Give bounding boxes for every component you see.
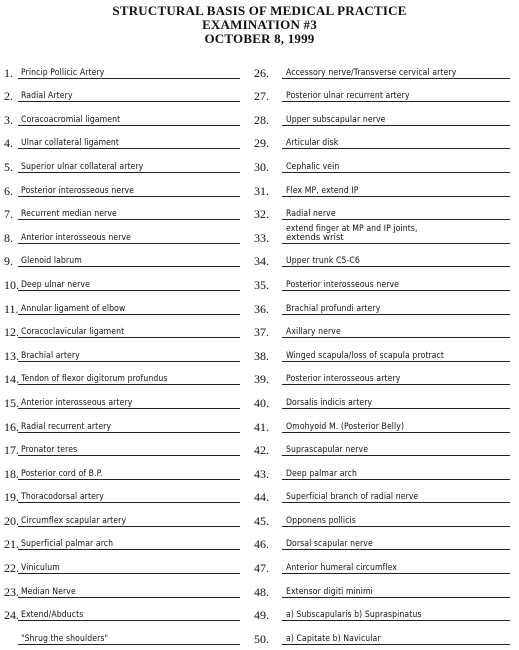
question-number: 38. — [254, 348, 269, 363]
question-number: 8. — [4, 230, 13, 245]
answer-text: extend finger at MP and IP joints, — [286, 223, 418, 234]
answer-row — [254, 247, 516, 271]
question-number: 46. — [254, 537, 269, 552]
answer-row — [254, 58, 516, 82]
answer-underline — [282, 196, 510, 197]
answer-row — [4, 436, 244, 460]
answer-text: Anterior interosseous artery — [21, 397, 133, 408]
answer-underline — [282, 597, 510, 598]
question-number: 4. — [4, 136, 13, 151]
answer-underline — [18, 290, 240, 291]
answer-row — [4, 129, 244, 153]
question-number: 15. — [4, 395, 19, 410]
question-number: 36. — [254, 301, 269, 316]
answer-underline — [282, 243, 510, 244]
answer-underline — [282, 125, 510, 126]
question-number: 44. — [254, 490, 269, 505]
answer-text: Cephalic vein — [286, 161, 340, 172]
answer-underline — [18, 526, 240, 527]
answer-row — [254, 105, 516, 129]
answer-underline — [18, 620, 240, 621]
answer-text: Opponens pollicis — [286, 515, 356, 526]
question-number: 35. — [254, 277, 269, 292]
answer-underline — [282, 502, 510, 503]
question-number: 1. — [4, 65, 13, 80]
answer-underline — [18, 408, 240, 409]
answer-row — [254, 365, 516, 389]
answer-text: Posterior cord of B.P. — [21, 468, 103, 479]
answer-row — [4, 105, 244, 129]
answer-underline — [18, 644, 240, 645]
answer-underline — [18, 266, 240, 267]
answer-row — [4, 601, 244, 625]
answer-text: Dorsalis indicis artery — [286, 397, 373, 408]
answer-row — [4, 200, 244, 224]
question-number: 28. — [254, 112, 269, 127]
question-number: 41. — [254, 419, 269, 434]
answer-underline — [18, 196, 240, 197]
answer-underline — [282, 337, 510, 338]
answer-text: Median Nerve — [21, 586, 76, 597]
question-number: 22. — [4, 561, 19, 576]
answer-underline — [18, 243, 240, 244]
answer-text: Deep ulnar nerve — [21, 279, 90, 290]
answer-row — [4, 624, 244, 648]
answer-text: Superior ulnar collateral artery — [21, 161, 144, 172]
question-number: 50. — [254, 631, 269, 646]
answer-row — [254, 223, 516, 247]
answer-underline — [282, 573, 510, 574]
left-answer-column — [4, 58, 244, 648]
answer-text: Dorsal scapular nerve — [286, 539, 373, 550]
question-number: 49. — [254, 608, 269, 623]
question-number: 18. — [4, 466, 19, 481]
answer-underline — [282, 101, 510, 102]
answer-row — [4, 223, 244, 247]
answer-text: Anterior humeral circumflex — [286, 563, 398, 574]
answer-row — [254, 294, 516, 318]
answer-text: Posterior interosseous nerve — [21, 185, 135, 196]
answer-row — [4, 58, 244, 82]
answer-row — [254, 483, 516, 507]
answer-row — [254, 577, 516, 601]
answer-text: Superficial branch of radial nerve — [286, 492, 419, 503]
answer-underline — [282, 455, 510, 456]
answer-text: Posterior ulnar recurrent artery — [286, 91, 410, 102]
answer-underline — [18, 219, 240, 220]
answer-row — [254, 388, 516, 412]
answer-row — [254, 412, 516, 436]
answer-underline — [18, 479, 240, 480]
answer-text: Winged scapula/loss of scapula protract — [286, 350, 445, 361]
answer-underline — [282, 172, 510, 173]
question-number: 47. — [254, 561, 269, 576]
answer-underline — [18, 573, 240, 574]
answer-text: "Shrug the shoulders" — [21, 633, 109, 644]
question-number: 31. — [254, 183, 269, 198]
answer-text: Upper subscapular nerve — [286, 114, 386, 125]
question-number: 30. — [254, 159, 269, 174]
question-number: 29. — [254, 136, 269, 151]
answer-underline — [18, 502, 240, 503]
question-number: 10. — [4, 277, 19, 292]
question-number: 40. — [254, 395, 269, 410]
answer-row — [4, 318, 244, 342]
answer-text: Pronator teres — [21, 445, 78, 456]
answer-row — [4, 577, 244, 601]
answer-text: Brachial profundi artery — [286, 303, 381, 314]
question-number: 3. — [4, 112, 13, 127]
answer-underline — [282, 526, 510, 527]
question-number: 5. — [4, 159, 13, 174]
answer-text: Posterior interosseous nerve — [286, 279, 400, 290]
answer-row — [254, 506, 516, 530]
question-number: 12. — [4, 325, 19, 340]
answer-row — [4, 459, 244, 483]
answer-text: Extensor digiti minimi — [286, 586, 373, 597]
answer-underline — [282, 549, 510, 550]
answer-row — [254, 436, 516, 460]
answer-underline — [282, 479, 510, 480]
answer-row — [254, 341, 516, 365]
question-number: 6. — [4, 183, 13, 198]
answer-text: Posterior interosseous artery — [286, 374, 401, 385]
question-number: 7. — [4, 207, 13, 222]
answer-row — [4, 270, 244, 294]
answer-text: Suprascapular nerve — [286, 445, 369, 456]
right-answer-column — [254, 58, 516, 648]
answer-text: Brachial artery — [21, 350, 80, 361]
answer-row — [4, 294, 244, 318]
answer-row — [254, 176, 516, 200]
answer-underline — [18, 125, 240, 126]
question-number: 42. — [254, 443, 269, 458]
question-number: 43. — [254, 466, 269, 481]
answer-underline — [18, 384, 240, 385]
question-number: 14. — [4, 372, 19, 387]
answer-text: Princip Pollicic Artery — [21, 67, 105, 78]
answer-text: Anterior interosseous nerve — [21, 232, 132, 243]
answer-row — [254, 200, 516, 224]
answer-row — [254, 530, 516, 554]
question-number: 17. — [4, 443, 19, 458]
answer-text: Tendon of flexor digitorum profundus — [21, 374, 168, 385]
answer-text: Extend/Abducts — [21, 610, 84, 621]
question-number: 33. — [254, 230, 269, 245]
answer-text: Circumflex scapular artery — [21, 515, 127, 526]
answer-underline — [18, 172, 240, 173]
question-number: 27. — [254, 89, 269, 104]
answer-underline — [18, 314, 240, 315]
answer-underline — [282, 361, 510, 362]
answer-underline — [282, 290, 510, 291]
answer-underline — [282, 266, 510, 267]
answer-text: Superficial palmar arch — [21, 539, 114, 550]
answer-row — [4, 483, 244, 507]
answer-underline — [282, 78, 510, 79]
answer-text: a) Subscapularis b) Supraspinatus — [286, 610, 422, 621]
exam-header — [0, 4, 519, 46]
answer-text: Axillary nerve — [286, 327, 341, 338]
answer-underline — [282, 314, 510, 315]
question-number: 23. — [4, 584, 19, 599]
exam-date: OCTOBER 8, 1999 — [204, 31, 315, 46]
answer-row — [254, 318, 516, 342]
answer-underline — [282, 620, 510, 621]
answer-underline — [282, 408, 510, 409]
question-number: 21. — [4, 537, 19, 552]
question-number: 19. — [4, 490, 19, 505]
answer-underline — [18, 549, 240, 550]
answer-underline — [18, 78, 240, 79]
answer-underline — [282, 148, 510, 149]
answer-text: Coracoclavicular ligament — [21, 327, 125, 338]
answer-row — [4, 82, 244, 106]
answer-row — [4, 388, 244, 412]
question-number: 11. — [4, 301, 19, 316]
question-number: 48. — [254, 584, 269, 599]
answer-underline — [282, 432, 510, 433]
answer-underline — [282, 219, 510, 220]
answer-row — [4, 176, 244, 200]
answer-text: Viniculum — [21, 563, 60, 574]
question-number: 16. — [4, 419, 19, 434]
answer-text: Flex MP, extend IP — [286, 185, 359, 196]
answer-row — [4, 341, 244, 365]
answer-text: Accessory nerve/Transverse cervical artery — [286, 67, 457, 78]
answer-text: Coracoacromial ligament — [21, 114, 121, 125]
answer-text-continued: extends wrist — [286, 232, 344, 243]
answer-text: Deep palmar arch — [286, 468, 358, 479]
answer-row — [254, 553, 516, 577]
answer-row — [254, 601, 516, 625]
answer-underline — [18, 597, 240, 598]
question-number: 34. — [254, 254, 269, 269]
answer-text: Articular disk — [286, 138, 339, 149]
answer-text: Radial recurrent artery — [21, 421, 112, 432]
answer-text: Radial Artery — [21, 91, 73, 102]
answer-underline — [18, 361, 240, 362]
answer-row — [4, 530, 244, 554]
answer-text: Glenoid labrum — [21, 256, 82, 267]
answer-row — [254, 459, 516, 483]
answer-row — [4, 152, 244, 176]
answer-underline — [282, 644, 510, 645]
exam-number: EXAMINATION #3 — [202, 17, 317, 32]
question-number: 20. — [4, 513, 19, 528]
question-number: 26. — [254, 65, 269, 80]
answer-underline — [18, 337, 240, 338]
answer-underline — [18, 101, 240, 102]
exam-title: STRUCTURAL BASIS OF MEDICAL PRACTICE — [112, 3, 407, 18]
question-number: 24. — [4, 608, 19, 623]
answer-text: Annular ligament of elbow — [21, 303, 126, 314]
answer-row — [4, 553, 244, 577]
question-number: 37. — [254, 325, 269, 340]
answer-row — [254, 152, 516, 176]
answer-row — [254, 129, 516, 153]
question-number: 13. — [4, 348, 19, 363]
answer-row — [4, 412, 244, 436]
question-number: 32. — [254, 207, 269, 222]
answer-text: Ulnar collateral ligament — [21, 138, 120, 149]
question-number: 45. — [254, 513, 269, 528]
question-number: 39. — [254, 372, 269, 387]
answer-underline — [18, 432, 240, 433]
answer-text: Recurrent median nerve — [21, 209, 117, 220]
question-number: 2. — [4, 89, 13, 104]
answer-row — [254, 82, 516, 106]
answer-text: Omohyoid M. (Posterior Belly) — [286, 421, 405, 432]
answer-text: Thoracodorsal artery — [21, 492, 104, 503]
answer-text: Upper trunk C5-C6 — [286, 256, 360, 267]
answer-underline — [18, 148, 240, 149]
answer-row — [254, 270, 516, 294]
answer-underline — [18, 455, 240, 456]
answer-row — [4, 365, 244, 389]
answer-text: a) Capitate b) Navicular — [286, 633, 381, 644]
answer-underline — [282, 384, 510, 385]
answer-row — [4, 247, 244, 271]
question-number: 9. — [4, 254, 13, 269]
answer-text: Radial nerve — [286, 209, 336, 220]
answer-row — [254, 624, 516, 648]
answer-row — [4, 506, 244, 530]
